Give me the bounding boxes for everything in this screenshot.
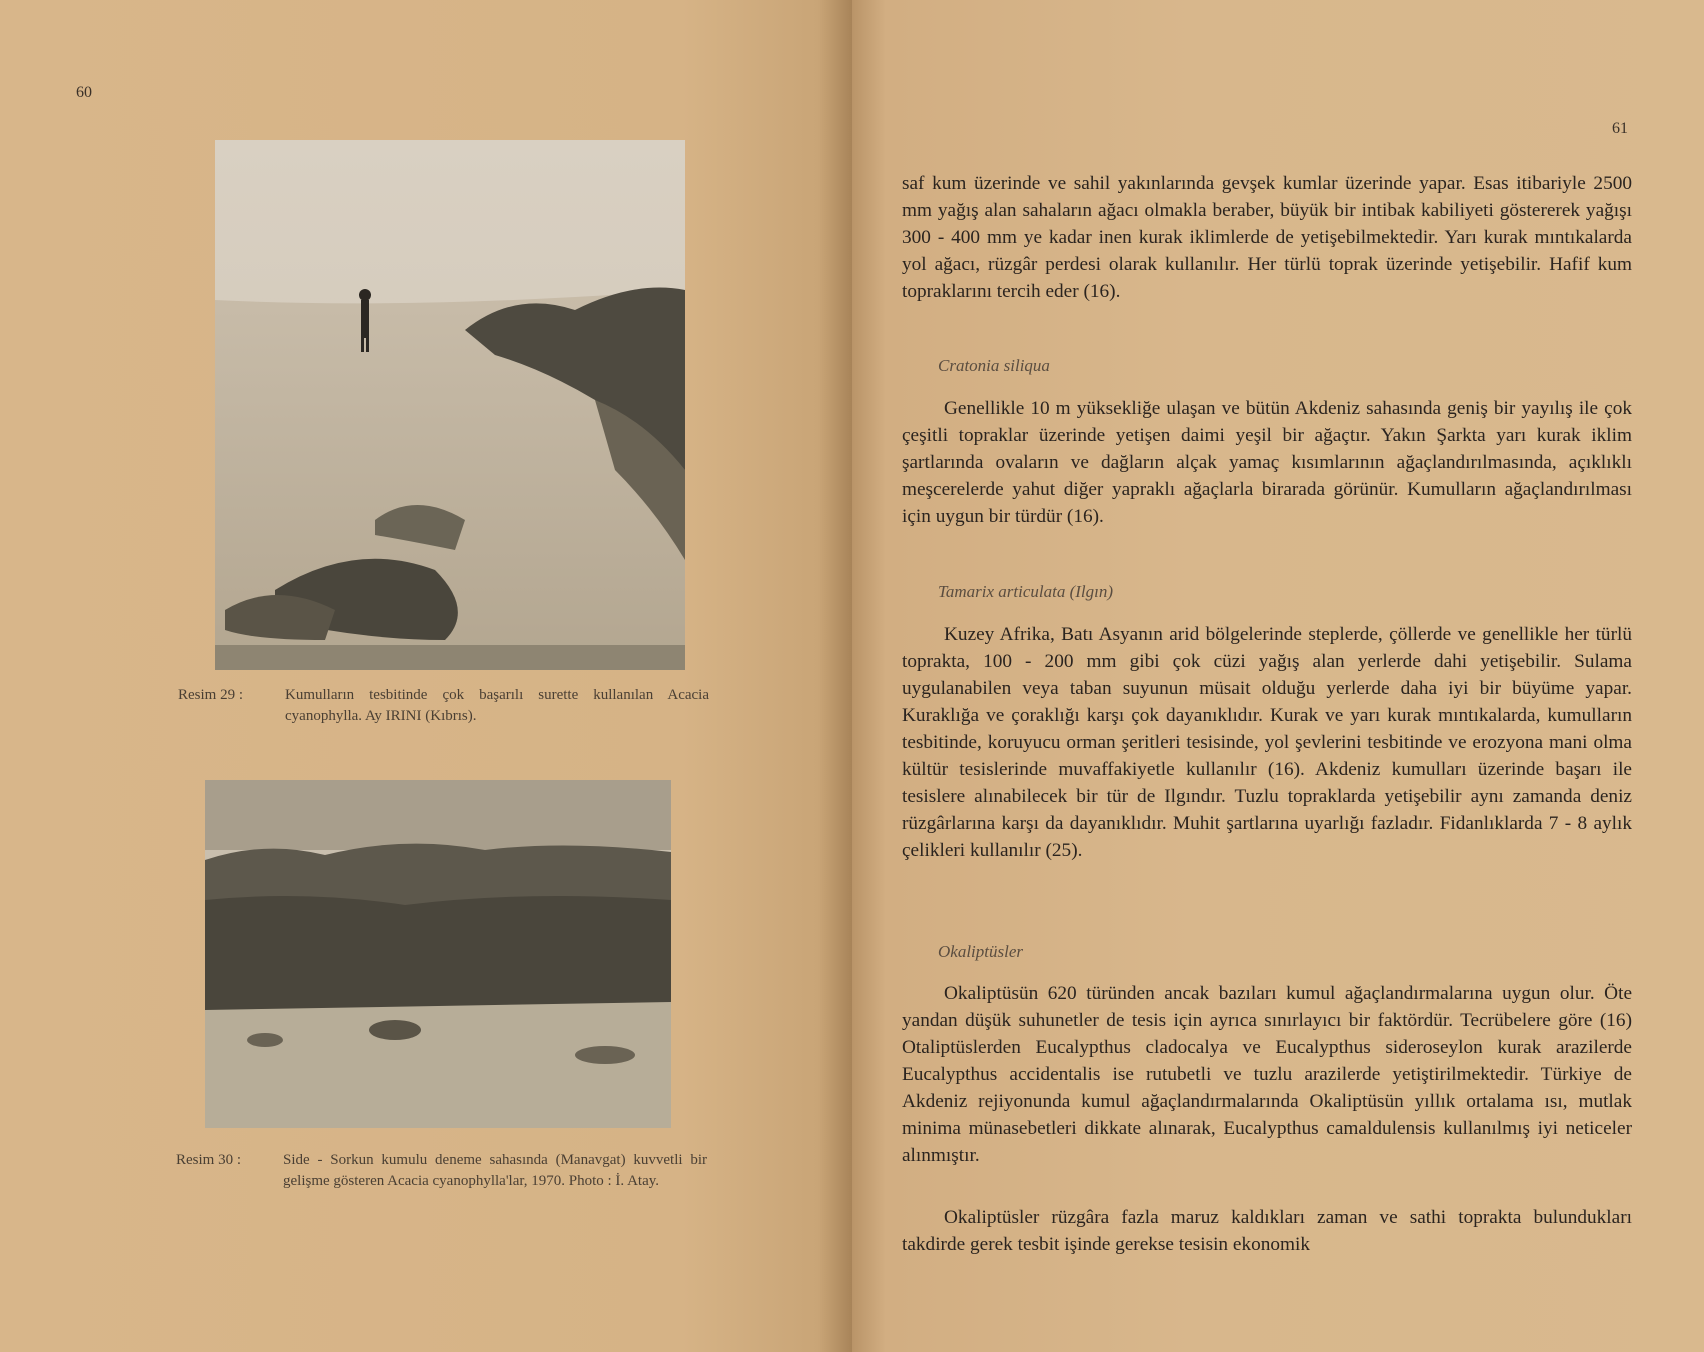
paragraph-tamarix bbox=[902, 621, 1632, 864]
photo-acacia-dunes bbox=[215, 140, 685, 670]
figure-29-text: Kumulların tesbitinde çok başarılı surette kullanılan Acacia cyanophylla. Ay IRINI (Kıbrıs). bbox=[285, 687, 709, 724]
page-number-right: 61 bbox=[1612, 120, 1628, 137]
paragraph-ceratonia bbox=[902, 395, 1632, 530]
paragraph-tamarix-text: Kuzey Afrika, Batı Asyanın arid bölgelerinde steplerde, çöllerde ve genellikle her türlü toprakta, 100 - 200 mm gibi çok cüzi yağış alan yerlerde dahi yetişebilir. Sulama uygulanabilen veya taban suyunun müsait olduğu yerlerde daha iyi bir büyüme yapar. Kuraklığa ve çoraklığı karşı çok dayanıklıdır. Kurak ve yarı kurak mıntıkalarda, kumulların tesbitinde, koruyucu orman şeritleri tesisinde, yol şevlerini tesbitinde ve erozyona mani olma kültür tesislerinde muvaffakiyetle kullanılır (16). Akdeniz kumulları üzerinde başarı ile tesislere alınabilecek bir tür de Ilgındır. Tuzlu topraklarda yetişebilir aynı zamanda deniz rüzgârlarına karşı da dayanıklıdır. Muhit şartlarına uyarlığı fazladır. Fidanlıklarda 7 - 8 aylık çelikleri kullanılır (25). bbox=[902, 624, 1632, 861]
heading-eucalyptus: Okaliptüsler bbox=[938, 942, 1023, 961]
paragraph-ceratonia-text: Genellikle 10 m yüksekliğe ulaşan ve bütün Akdeniz sahasında geniş bir yayılış ile çok çeşitli topraklar üzerinde yetişen daimi yeşil bir ağaçtır. Yakın Şarkta yarı kurak iklim şartlarında ovaların ve dağların alçak yamaç kısımlarının ağaçlandırılmasında, açıklıklı meşcerelerde yahut diğer yapraklı ağaçlarla birarada görünür. Kumulların ağaçlandırılması için uygun bir türdür (16). bbox=[902, 398, 1632, 527]
figure-30-label: Resim 30 : bbox=[176, 1152, 242, 1168]
paragraph-intro-text: saf kum üzerinde ve sahil yakınlarında gevşek kumlar üzerinde yapar. Esas itibariyle 2500 mm yağış alan sahaların ağacı olmakla beraber, büyük bir intibak kabiliyeti göstererek yağışı 300 - 400 mm ye kadar inen kurak iklimlerde de yetişebilmektedir. Yarı kurak mıntıkalarda yol ağacı, rüzgâr perdesi olarak kullanılır. Her türlü toprak üzerinde yetişebilir. Hafif kum topraklarını tercih eder (16). bbox=[902, 173, 1632, 302]
paragraph-last-text: Okaliptüsler rüzgâra fazla maruz kaldıkları zaman ve sathi toprakta bulundukları takdirde gerek tesbit işinde gerekse tesisin ekonomik bbox=[902, 1207, 1632, 1255]
paragraph-last bbox=[902, 1204, 1632, 1258]
heading-tamarix: Tamarix articulata (Ilgın) bbox=[938, 582, 1114, 601]
paragraph-eucalyptus bbox=[902, 980, 1632, 1169]
heading-ceratonia: Cratonia siliqua bbox=[938, 356, 1050, 375]
page-number-left: 60 bbox=[76, 84, 92, 101]
figure-29-label: Resim 29 : bbox=[178, 687, 244, 703]
paragraph-eucalyptus-text: Okaliptüsün 620 türünden ancak bazıları kumul ağaçlandırmalarına uygun olur. Öte yandan düşük suhunetler de tesis için ayrıca sınırlayıcı bir faktördür. Tecrübelere göre (16) Otaliptüslerden Eucalypthus cladocalya ve Eucalypthus sideroseylon kurak arazilerde Eucalypthus accidentalis ise rutubetli ve tuzlu arazilerde yetiştirilmektedir. Türkiye de Akdeniz rejiyonunda kumul ağaçlandırmalarında Okaliptüsün yıllık ortalama ısı, mutlak minima münasebetleri dikkate alınarak, Eucalypthus camaldulensis kullanılmış iyi neticeler alınmıştır. bbox=[902, 983, 1632, 1166]
paragraph-intro bbox=[902, 170, 1632, 305]
photo-side-sorkun bbox=[205, 780, 671, 1128]
figure-29-caption bbox=[178, 685, 710, 755]
figure-30-text: Side - Sorkun kumulu deneme sahasında (Manavgat) kuvvetli bir gelişme gösteren Acacia cyanophylla'lar, 1970. Photo : İ. Atay. bbox=[283, 1152, 707, 1189]
figure-30-caption bbox=[176, 1150, 708, 1220]
